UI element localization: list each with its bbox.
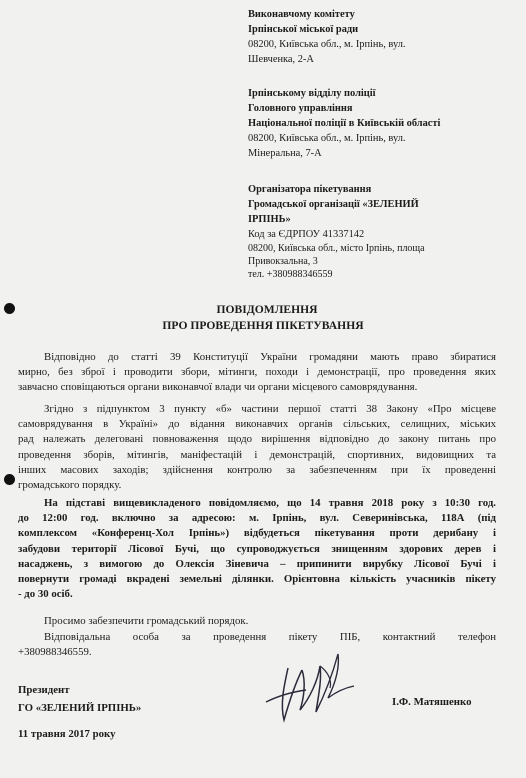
paragraph-law — [18, 402, 496, 493]
paragraph-notice — [18, 496, 496, 602]
organizer-line: Організатора пікетування — [248, 184, 372, 195]
organizer-line: 08200, Київська обл., місто Ірпінь, площа — [248, 243, 425, 254]
recipient-executive-committee — [248, 7, 406, 67]
organizer-line: Громадської організації «ЗЕЛЕНИЙ — [248, 199, 419, 210]
title-line: ПОВІДОМЛЕННЯ — [216, 303, 318, 316]
recipient-line: Виконавчому комітету — [248, 9, 355, 20]
paragraph-line: завчасно сповіщаються органи виконавчої влади чи органи місцевого самоврядування. — [18, 381, 418, 394]
paragraph-line: до 12:00 год. включно за адресою: м. Ірпінь, вул. Северинівська, 118А (під — [18, 512, 496, 525]
recipient-line: Ірпінської міської ради — [248, 24, 359, 35]
handwritten-signature — [258, 646, 378, 726]
position-line: ГО «ЗЕЛЕНИЙ ІРПІНЬ» — [18, 702, 142, 714]
recipient-line: Головного управління — [248, 103, 353, 114]
recipient-line: Шевченка, 2-А — [248, 54, 314, 65]
paragraph-line: - до 30 осіб. — [18, 588, 73, 601]
signer-name: І.Ф. Матяшенко — [392, 696, 472, 708]
paragraph-line: Відповідно до статті 39 Конституції України громадяни мають право збиратися — [44, 351, 496, 363]
paragraph-line: громадського порядку. — [18, 479, 122, 492]
title-line: ПРО ПРОВЕДЕННЯ ПІКЕТУВАННЯ — [162, 319, 364, 332]
recipient-line: Національної поліції в Київській області — [248, 118, 441, 129]
punch-hole — [4, 474, 15, 485]
recipient-police-department — [248, 86, 440, 161]
paragraph-line: забудови території Лісової Бучі, що супроводжується знищенням здорових дерев і — [18, 542, 496, 555]
document-title — [0, 302, 526, 334]
paragraph-line: рад належать делеговані повноваження щодо вирішення відповідно до закону питань про — [18, 433, 496, 446]
recipient-line: Мінеральна, 7-А — [248, 148, 322, 159]
paragraph-line: повернути громаді вкрадені земельні ділянки. Орієнтовна кількість учасників пікету — [18, 573, 496, 586]
paragraph-line: насаджень, з вимогою до Олексія Зіневича – припинити вирубку Лісової Бучі і — [18, 557, 496, 570]
paragraph-line: Згідно з підпунктом 3 пункту «б» частини першої статті 38 Закону «Про місцеве — [44, 403, 496, 415]
paragraph-line: +380988346559. — [18, 646, 92, 659]
organizer-line: тел. +380988346559 — [248, 269, 333, 280]
organizer-line: Код за ЄДРПОУ 41337142 — [248, 229, 365, 240]
paragraph-constitution — [18, 350, 496, 396]
paragraph-request — [18, 614, 496, 629]
organizer-block — [248, 182, 425, 281]
paragraph-line: інших масових заходів; здійснення контролю за забезпеченням при їх проведенні — [18, 463, 496, 476]
recipient-line: 08200, Київська обл., м. Ірпінь, вул. — [248, 39, 406, 50]
organizer-line: ІРПІНЬ» — [248, 214, 291, 225]
paragraph-line: Відповідальна особа за проведення пікету ПІБ, контактний телефон — [44, 631, 496, 643]
paragraph-line: На підставі вищевикладеного повідомляємо, що 14 травня 2018 року з 10:30 год. — [44, 497, 496, 509]
recipient-line: 08200, Київська обл., м. Ірпінь, вул. — [248, 133, 406, 144]
paragraph-line: проведення зборів, мітингів, маніфестацій і демонстрацій, спортивних, видовищних та — [18, 448, 496, 461]
paragraph-line: самоврядування в Україні» до відання виконавчих органів сільських, селищних, міських — [18, 418, 496, 431]
position-line: Президент — [18, 684, 70, 696]
paragraph-line: комплексом «Конференц-Хол Ірпінь») відбудеться пікетування проти дерибану і — [18, 527, 496, 540]
recipient-line: Ірпінському відділу поліції — [248, 88, 376, 99]
paragraph-responsible — [18, 630, 496, 660]
organizer-line: Привокзальна, 3 — [248, 256, 318, 267]
paragraph-line: мирно, без зброї і проводити збори, мітинги, походи і демонстрації, про проведення яких — [18, 366, 496, 379]
signer-position — [18, 681, 141, 717]
document-date: 11 травня 2017 року — [18, 728, 116, 740]
paragraph-line: Просимо забезпечити громадський порядок. — [44, 615, 249, 627]
